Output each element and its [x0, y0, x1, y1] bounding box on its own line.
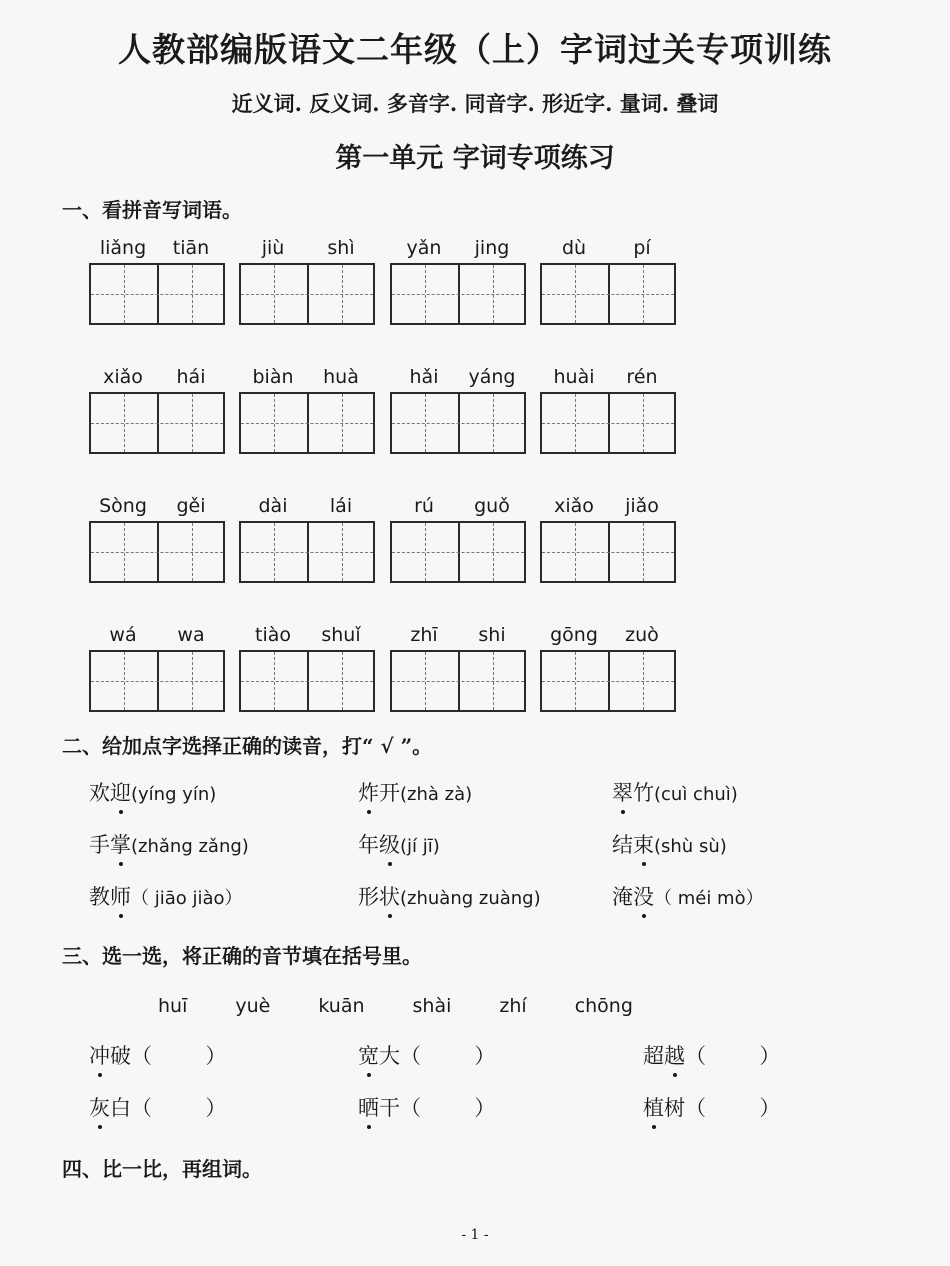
fill-in-item[interactable]	[89, 1092, 226, 1122]
pinyin-label: lái	[329, 495, 353, 517]
tian-zi-ge-boxes[interactable]	[540, 392, 676, 454]
reading-choice-item[interactable]	[358, 829, 440, 859]
tian-zi-ge-boxes[interactable]	[390, 521, 526, 583]
pinyin-options[interactable]: (zhǎng zǎng)	[131, 836, 249, 857]
pinyin-label: jiù	[261, 237, 285, 259]
char: 开	[379, 781, 400, 805]
reading-choice-item[interactable]	[89, 881, 243, 911]
pinyin-options[interactable]: （ méi mò）	[654, 888, 764, 909]
answer-blank[interactable]: （ ）	[400, 1096, 496, 1120]
tian-zi-ge-boxes[interactable]	[390, 263, 526, 325]
dotted-char: 翠	[612, 777, 633, 807]
pinyin-options[interactable]: (zhuàng zuàng)	[400, 888, 541, 909]
pinyin-options[interactable]: （ jiāo jiào）	[131, 888, 243, 909]
pinyin-label: jing	[474, 237, 510, 259]
dotted-char: 植	[643, 1092, 664, 1122]
char: 手	[89, 833, 110, 857]
dotted-char: 炸	[358, 777, 379, 807]
pinyin-label: pí	[633, 237, 651, 259]
char: 结	[612, 833, 633, 857]
pinyin-label: tiào	[255, 624, 291, 646]
pinyin-label: Sòng	[99, 495, 147, 517]
tian-zi-ge-boxes[interactable]	[89, 392, 225, 454]
tian-zi-ge-boxes[interactable]	[239, 650, 375, 712]
pinyin-label: xiǎo	[554, 495, 594, 517]
syllable-option: kuān	[318, 995, 365, 1017]
section-2-heading: 二、给加点字选择正确的读音，打“ √ ”。	[62, 734, 433, 758]
char: 年	[358, 833, 379, 857]
dotted-char: 掌	[110, 829, 131, 859]
answer-blank[interactable]: （ ）	[685, 1096, 781, 1120]
pinyin-label: rén	[626, 366, 658, 388]
dotted-char: 没	[633, 881, 654, 911]
reading-choice-item[interactable]	[89, 777, 216, 807]
pinyin-label: zuò	[625, 624, 659, 646]
fill-in-item[interactable]	[643, 1092, 780, 1122]
pinyin-label: xiǎo	[103, 366, 143, 388]
tian-zi-ge-boxes[interactable]	[89, 521, 225, 583]
tian-zi-ge-boxes[interactable]	[239, 392, 375, 454]
pinyin-label: liǎng	[99, 237, 147, 259]
pinyin-options[interactable]: (cuì chuì)	[654, 784, 738, 805]
char: 大	[379, 1044, 400, 1068]
pinyin-label: hǎi	[409, 366, 439, 388]
char: 超	[643, 1044, 664, 1068]
pinyin-options[interactable]: (jí jī)	[400, 836, 440, 857]
tian-zi-ge-boxes[interactable]	[239, 263, 375, 325]
pinyin-label: yáng	[468, 366, 516, 388]
answer-blank[interactable]: （ ）	[131, 1044, 227, 1068]
dotted-char: 迎	[110, 777, 131, 807]
section-1-heading: 一、看拼音写词语。	[62, 198, 242, 222]
pinyin-label: wa	[177, 624, 205, 646]
pinyin-label: zhī	[410, 624, 438, 646]
reading-choice-item[interactable]	[612, 881, 764, 911]
dotted-char: 越	[664, 1040, 685, 1070]
dotted-char: 冲	[89, 1040, 110, 1070]
syllable-option: zhí	[499, 995, 527, 1017]
pinyin-label: wá	[109, 624, 137, 646]
pinyin-label: biàn	[252, 366, 294, 388]
reading-choice-item[interactable]	[89, 829, 249, 859]
tian-zi-ge-boxes[interactable]	[540, 521, 676, 583]
char: 淹	[612, 885, 633, 909]
pinyin-label: dù	[561, 237, 587, 259]
answer-blank[interactable]: （ ）	[400, 1044, 496, 1068]
page-number: - 1 -	[461, 1227, 489, 1243]
pinyin-label: rú	[414, 495, 434, 517]
pinyin-label: shuǐ	[321, 624, 361, 646]
syllable-option: chōng	[574, 995, 633, 1017]
pinyin-label: huà	[323, 366, 359, 388]
tian-zi-ge-boxes[interactable]	[239, 521, 375, 583]
dotted-char: 师	[110, 881, 131, 911]
tian-zi-ge-boxes[interactable]	[89, 650, 225, 712]
char: 形	[358, 885, 379, 909]
reading-choice-item[interactable]	[612, 777, 738, 807]
reading-choice-item[interactable]	[358, 777, 472, 807]
section-3-heading: 三、选一选，将正确的音节填在括号里。	[62, 944, 422, 968]
dotted-char: 宽	[358, 1040, 379, 1070]
char: 白	[110, 1096, 131, 1120]
pinyin-options[interactable]: (yíng yín)	[131, 784, 217, 805]
dotted-char: 灰	[89, 1092, 110, 1122]
page-title: 人教部编版语文二年级（上）字词过关专项训练	[118, 30, 832, 69]
pinyin-label: shi	[478, 624, 506, 646]
dotted-char: 级	[379, 829, 400, 859]
tian-zi-ge-boxes[interactable]	[89, 263, 225, 325]
answer-blank[interactable]: （ ）	[131, 1096, 227, 1120]
unit-title: 第一单元 字词专项练习	[335, 143, 615, 174]
tian-zi-ge-boxes[interactable]	[540, 263, 676, 325]
pinyin-label: tiān	[172, 237, 210, 259]
syllable-option: huī	[158, 995, 188, 1017]
fill-in-item[interactable]	[358, 1040, 495, 1070]
tian-zi-ge-boxes[interactable]	[390, 650, 526, 712]
dotted-char: 束	[633, 829, 654, 859]
reading-choice-item[interactable]	[612, 829, 727, 859]
pinyin-options[interactable]: (zhà zà)	[400, 784, 473, 805]
syllable-options	[158, 995, 681, 1017]
pinyin-label: jiǎo	[625, 495, 659, 517]
tian-zi-ge-boxes[interactable]	[390, 392, 526, 454]
page-subtitle: 近义词. 反义词. 多音字. 同音字. 形近字. 量词. 叠词	[231, 91, 719, 116]
pinyin-label: yǎn	[406, 237, 442, 259]
pinyin-label: huài	[553, 366, 595, 388]
dotted-char: 状	[379, 881, 400, 911]
answer-blank[interactable]: （ ）	[685, 1044, 781, 1068]
tian-zi-ge-boxes[interactable]	[540, 650, 676, 712]
pinyin-label: gěi	[176, 495, 206, 517]
char: 教	[89, 885, 110, 909]
pinyin-label: gōng	[550, 624, 598, 646]
pinyin-label: hái	[176, 366, 206, 388]
pinyin-label: dài	[258, 495, 288, 517]
section-4-heading: 四、比一比，再组词。	[62, 1157, 262, 1181]
char: 欢	[89, 781, 110, 805]
char: 竹	[633, 781, 654, 805]
fill-in-item[interactable]	[643, 1040, 780, 1070]
reading-choice-item[interactable]	[358, 881, 541, 911]
syllable-option: shài	[412, 995, 452, 1017]
dotted-char: 晒	[358, 1092, 379, 1122]
syllable-option: yuè	[235, 995, 271, 1017]
fill-in-item[interactable]	[358, 1092, 495, 1122]
char: 干	[379, 1096, 400, 1120]
fill-in-item[interactable]	[89, 1040, 226, 1070]
char: 树	[664, 1096, 685, 1120]
pinyin-label: guǒ	[474, 495, 510, 517]
pinyin-label: shì	[327, 237, 355, 259]
char: 破	[110, 1044, 131, 1068]
pinyin-options[interactable]: (shù sù)	[654, 836, 727, 857]
